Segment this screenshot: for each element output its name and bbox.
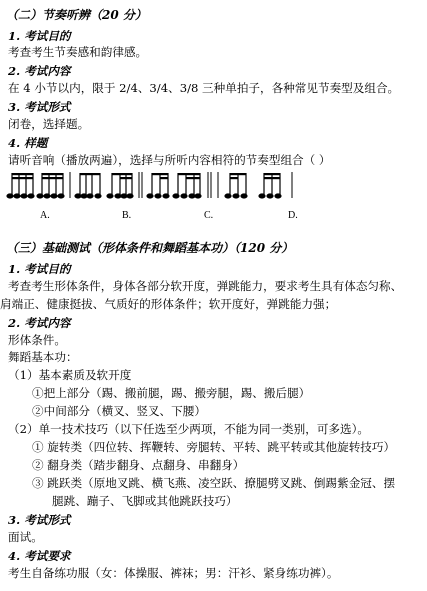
section2-content-text: 在 4 小节以内，限于 2/4、3/4、3/8 三种单拍子，各种常见节奏型及组合。 <box>8 81 400 95</box>
section2-sample-question: 请听音响（播放两遍），选择与所听内容相符的节奏型组合（ ） <box>8 153 331 167</box>
section3-title: （三）基础测试（形体条件和舞蹈基本功）（120 分） <box>6 241 294 255</box>
section2-title: （二）节奏听辨（20 分） <box>6 8 147 22</box>
section3-content-body: 形体条件。 <box>8 333 66 347</box>
section3-content-item1b: ②中间部分（横叉、竖叉、下腰） <box>32 404 206 418</box>
option-a-label: A. <box>40 210 50 221</box>
section3-heading-requirements: 4. 考试要求 <box>8 549 71 563</box>
section3-content-item2c-cont: 腿跳、蹦子、飞脚或其他跳跃技巧） <box>52 494 238 508</box>
section3-heading-content: 2. 考试内容 <box>8 316 71 330</box>
section2-format-text: 闭卷，选择题。 <box>8 117 90 131</box>
rhythm-option-c <box>147 172 211 198</box>
section3-requirements-text: 考生自备练功服（女：体操服、裤袜；男：汗衫、紧身练功裤）。 <box>8 566 339 580</box>
option-b-label: B. <box>122 210 132 221</box>
rhythm-option-d <box>218 172 292 198</box>
section3-purpose-line2: 肩端正、健康挺拔、气质好的形体条件；软开度好，弹跳能力强； <box>0 297 337 311</box>
section3-format-text: 面试。 <box>8 530 43 544</box>
section3-content-dance-basics: 舞蹈基本功： <box>8 350 78 364</box>
section3-content-item1a: ①把上部分（踢、搬前腿，踢、搬旁腿，踢、搬后腿） <box>32 386 311 400</box>
section3-content-item2a: ① 旋转类（四位转、挥鞭转、旁腿转、平转、跳平转或其他旋转技巧） <box>32 440 396 454</box>
section3-content-item2: （2）单一技术技巧（以下任选至少两项，不能为同一类别，可多选）。 <box>8 422 369 436</box>
section3-purpose-line1: 考查考生形体条件，身体各部分软开度，弹跳能力，要求考生具有体态匀称、 <box>8 279 403 293</box>
section2-heading-sample: 4. 样题 <box>8 136 48 150</box>
section3-content-item2c: ③ 跳跃类（原地叉跳、横飞燕、凌空跃、撩腿劈叉跳、倒踢紫金冠、摆 <box>32 476 396 490</box>
option-c-label: C. <box>204 210 214 221</box>
option-d-label: D. <box>288 210 298 221</box>
section3-content-item1: （1）基本素质及软开度 <box>8 368 132 382</box>
section3-content-item2b: ② 翻身类（踏步翻身、点翻身、串翻身） <box>32 458 245 472</box>
section3-heading-format: 3. 考试形式 <box>8 513 71 527</box>
section2-heading-purpose: 1. 考试目的 <box>8 29 71 43</box>
section2-purpose-text: 考查考生节奏感和韵律感。 <box>8 45 148 59</box>
rhythm-option-a <box>7 172 70 198</box>
section2-heading-content: 2. 考试内容 <box>8 64 71 78</box>
rhythm-notation <box>0 170 427 225</box>
section2-heading-format: 3. 考试形式 <box>8 100 71 114</box>
rhythm-option-b <box>75 172 142 198</box>
section3-heading-purpose: 1. 考试目的 <box>8 262 71 276</box>
